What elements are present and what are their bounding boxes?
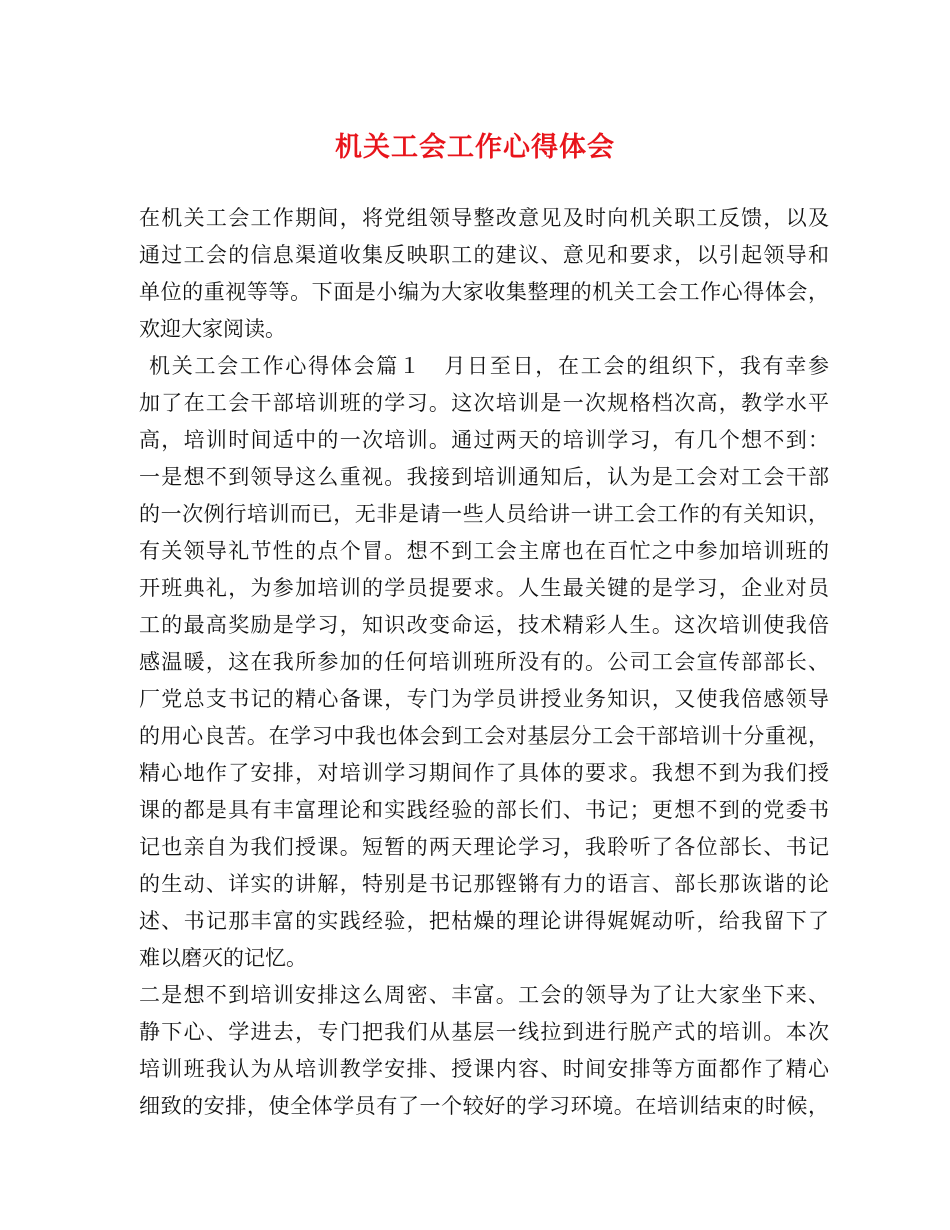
text-line: 静下心、学进去，专门把我们从基层一线拉到进行脱产式的培训。本次	[139, 1020, 829, 1044]
text-line: 细致的安排，使全体学员有了一个较好的学习环境。在培训结束的时候，	[139, 1094, 829, 1118]
text-line: 开班典礼，为参加培训的学员提要求。人生最关键的是学习，企业对员	[139, 576, 829, 600]
text-line: 的生动、详实的讲解，特别是书记那铿锵有力的语言、部长那诙谐的论	[139, 872, 829, 896]
text-line: 单位的重视等等。下面是小编为大家收集整理的机关工会工作心得体会，	[139, 280, 829, 304]
text-line: 二是想不到培训安排这么周密、丰富。工会的领导为了让大家坐下来、	[139, 983, 829, 1007]
text-line: 课的都是具有丰富理论和实践经验的部长们、书记；更想不到的党委书	[139, 798, 829, 822]
text-line: 欢迎大家阅读。	[139, 317, 286, 341]
document-title: 机关工会工作心得体会	[335, 132, 615, 163]
section-heading-line: 机关工会工作心得体会篇１ 月日至日，在工会的组织下，我有幸参	[149, 354, 829, 378]
text-line: 精心地作了安排，对培训学习期间作了具体的要求。我想不到为我们授	[139, 761, 829, 785]
text-line: 一是想不到领导这么重视。我接到培训通知后，认为是工会对工会干部	[139, 465, 829, 489]
text-line: 培训班我认为从培训教学安排、授课内容、时间安排等方面都作了精心	[139, 1057, 829, 1081]
text-line: 厂党总支书记的精心备课，专门为学员讲授业务知识，又使我倍感领导	[139, 687, 829, 711]
text-line: 有关领导礼节性的点个冒。想不到工会主席也在百忙之中参加培训班的	[139, 539, 829, 563]
text-line: 在机关工会工作期间，将党组领导整改意见及时向机关职工反馈，以及	[139, 206, 829, 230]
text-line: 感温暖，这在我所参加的任何培训班所没有的。公司工会宣传部部长、	[139, 650, 829, 674]
text-line: 加了在工会干部培训班的学习。这次培训是一次规格档次高，教学水平	[139, 391, 829, 415]
text-line: 通过工会的信息渠道收集反映职工的建议、意见和要求，以引起领导和	[139, 243, 829, 267]
text-line: 工的最高奖励是学习，知识改变命运，技术精彩人生。这次培训使我倍	[139, 613, 829, 637]
text-line: 的一次例行培训而已，无非是请一些人员给讲一讲工会工作的有关知识，	[139, 502, 829, 526]
document-body	[139, 200, 829, 1125]
text-line: 难以磨灭的记忆。	[139, 946, 307, 970]
text-line: 高，培训时间适中的一次培训。通过两天的培训学习，有几个想不到：	[139, 428, 829, 452]
text-line: 的用心良苦。在学习中我也体会到工会对基层分工会干部培训十分重视，	[139, 724, 829, 748]
text-line: 记也亲自为我们授课。短暂的两天理论学习，我聆听了各位部长、书记	[139, 835, 829, 859]
text-line: 述、书记那丰富的实践经验，把枯燥的理论讲得娓娓动听，给我留下了	[139, 909, 829, 933]
